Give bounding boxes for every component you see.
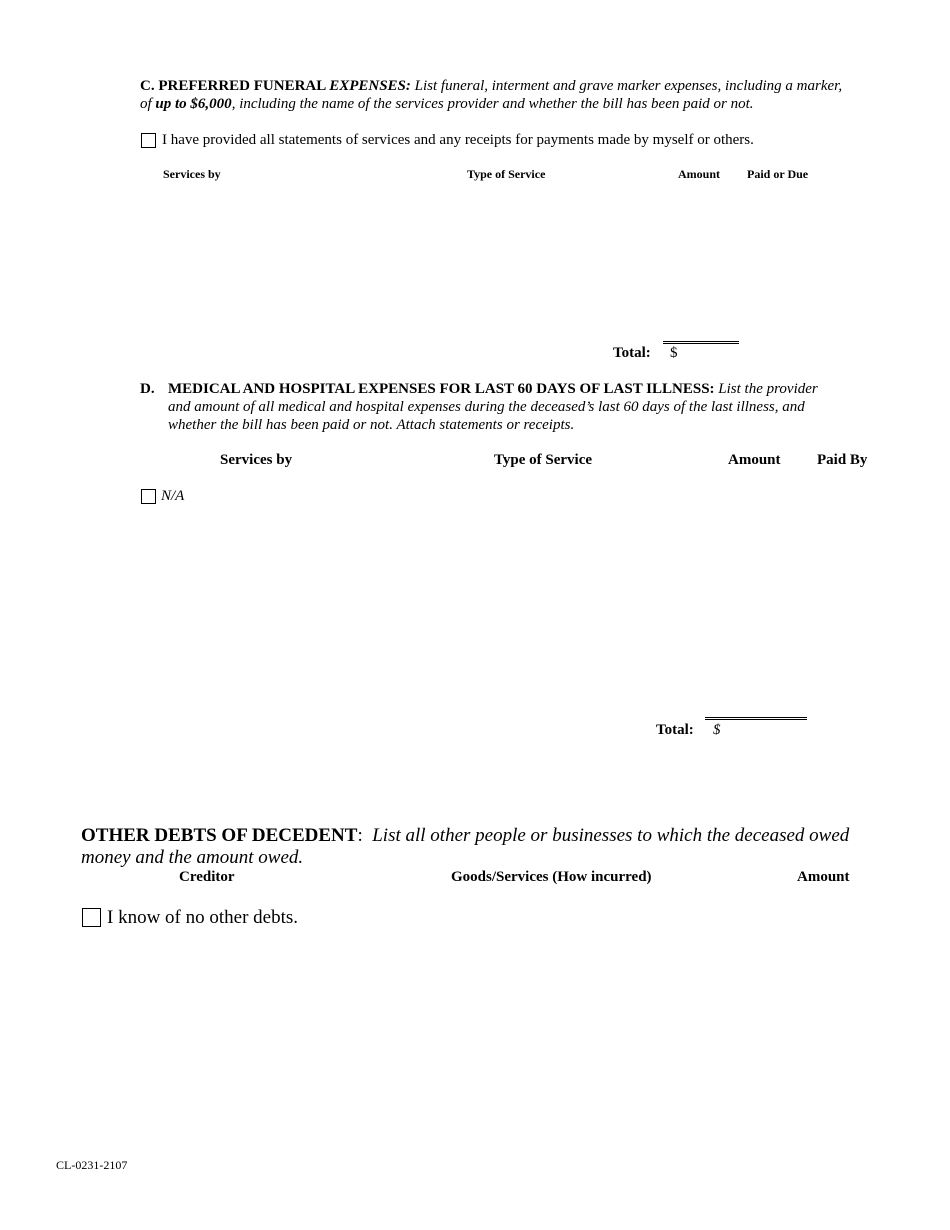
no-other-debts-checkbox[interactable] [82,908,101,927]
section-d-col-amount: Amount [728,452,781,468]
no-other-debts-label: I know of no other debts. [107,907,299,928]
section-c-total-line [663,341,739,344]
form-code: CL-0231-2107 [56,1158,128,1172]
other-debts-instructions-line2: money and the amount owed. [81,847,304,868]
other-debts-title: OTHER DEBTS OF DECEDENT [81,825,358,846]
other-debts-instructions-line1: List all other people or businesses to which the deceased owed [362,825,850,846]
section-c-limit: up to $6,000 [155,96,232,112]
section-c-line2-prefix: of [140,96,156,112]
section-d-na-label: N/A [161,488,185,504]
section-c-instructions-line2 [140,96,754,113]
section-c-col-services: Services by [163,167,221,181]
section-d-na-checkbox[interactable] [141,489,156,504]
section-c-line2-rest: , including the name of the services provider and whether the bill has been paid or not. [231,96,754,112]
section-d-col-type: Type of Service [494,452,593,468]
section-c-total-label: Total: [613,345,651,361]
section-c-title-expenses: EXPENSES: [329,78,411,94]
section-c-total-currency: $ [670,345,678,361]
section-c-col-amount: Amount [678,167,721,181]
statements-provided-label: I have provided all statements of services and any receipts for payments made by myself or others. [162,132,754,148]
other-debts-heading [81,825,849,847]
section-d-total-currency: $ [713,722,721,738]
section-d-instructions-line1: List the provider [714,381,818,397]
section-d-instructions-line3: whether the bill has been paid or not. Attach statements or receipts. [168,417,575,433]
section-c-col-type: Type of Service [467,167,546,181]
section-d-letter: D. [140,381,155,397]
other-debts-col-amount: Amount [797,869,850,885]
section-c-col-paid: Paid or Due [747,167,809,181]
section-d-total-label: Total: [656,722,694,738]
section-c-title: C. PREFERRED FUNERAL [140,78,330,94]
section-d-instructions-line2: and amount of all medical and hospital expenses during the deceased’s last 60 days of the last illness, and [168,399,805,415]
section-d-col-services: Services by [220,452,293,468]
section-c-heading [140,78,842,95]
other-debts-col-goods: Goods/Services (How incurred) [451,869,652,885]
statements-provided-checkbox[interactable] [141,133,156,148]
section-d-title: MEDICAL AND HOSPITAL EXPENSES FOR LAST 60 DAYS OF LAST ILLNESS: [168,381,715,397]
section-d-col-paid: Paid By [817,452,868,468]
other-debts-colon: : [357,825,363,846]
section-d-heading [168,381,818,398]
section-c-instructions-line1: List funeral, interment and grave marker expenses, including a marker, [410,78,843,94]
section-d-total-line [705,717,807,720]
other-debts-col-creditor: Creditor [179,869,235,885]
